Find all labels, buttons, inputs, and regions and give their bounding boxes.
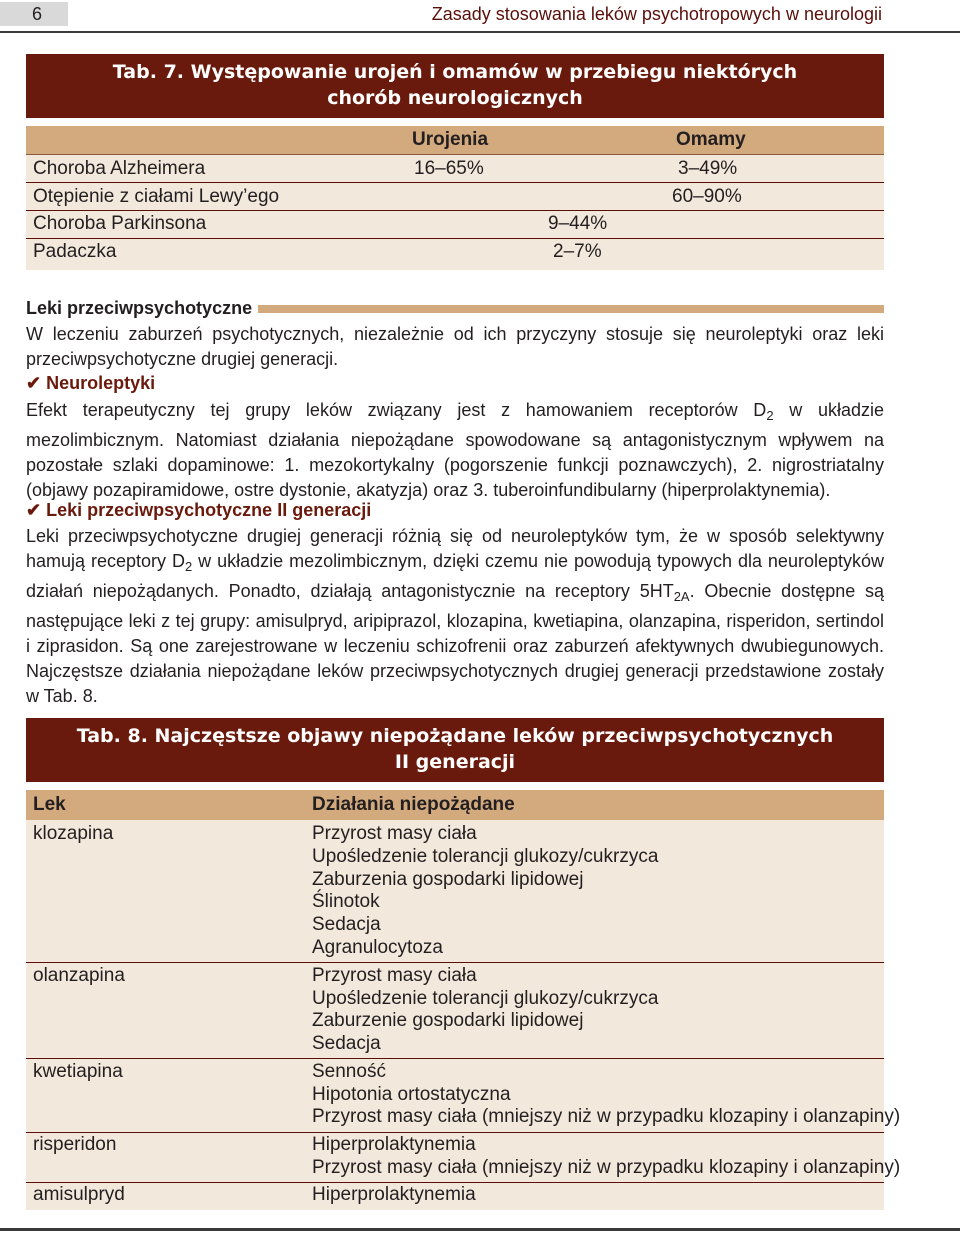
- tab7-col-urojenia: Urojenia: [412, 129, 489, 150]
- tab7-title-line1: Tab. 7. Występowanie urojeń i omamów w przebiegu niektórych: [112, 61, 798, 83]
- section-heading-text: Leki przeciwpsychotyczne: [26, 298, 258, 318]
- checkmark-icon: ✔: [26, 500, 42, 520]
- header-rule: [0, 31, 960, 33]
- tab7-table: [26, 126, 884, 270]
- row-omamy: 60–90%: [672, 186, 742, 207]
- row-value: 2–7%: [553, 241, 602, 262]
- effect-item: Zaburzenia gospodarki lipidowej: [312, 869, 584, 890]
- effect-item: Upośledzenie tolerancji glukozy/cukrzyca: [312, 846, 659, 867]
- page-number: 6: [0, 2, 68, 26]
- tab8-title: [26, 718, 884, 782]
- tab7-header-row: [26, 126, 884, 154]
- drug-name: risperidon: [33, 1134, 117, 1155]
- effect-item: Hipotonia ortostatyczna: [312, 1084, 511, 1105]
- section-heading: [26, 298, 884, 320]
- row-urojenia: 16–65%: [414, 158, 484, 179]
- effect-item: Hiperprolaktynemia: [312, 1184, 476, 1205]
- effect-item: Zaburzenie gospodarki lipidowej: [312, 1010, 584, 1031]
- effect-item: Przyrost masy ciała: [312, 965, 477, 986]
- effect-item: Przyrost masy ciała: [312, 823, 477, 844]
- tab8-title-line2: II generacji: [394, 751, 516, 773]
- running-title: Zasady stosowania leków psychotropowych w neurologii: [431, 4, 882, 24]
- footer-rule: [0, 1228, 960, 1231]
- checkmark-icon: ✔: [26, 373, 42, 393]
- drug-name: amisulpryd: [33, 1184, 125, 1205]
- drug-name: klozapina: [33, 823, 114, 844]
- tab8-title-line1: Tab. 8. Najczęstsze objawy niepożądane leków przeciwpsychotycznych: [76, 725, 834, 747]
- atypical-heading: ✔ Leki przeciwpsychotyczne II generacji: [26, 500, 372, 520]
- row-value: 9–44%: [548, 213, 608, 234]
- tab7-title-line2: chorób neurologicznych: [327, 87, 583, 109]
- row-label: Choroba Parkinsona: [33, 213, 207, 234]
- effect-item: Przyrost masy ciała (mniejszy niż w przypadku klozapiny i olanzapiny): [312, 1157, 901, 1178]
- effect-item: Sedacja: [312, 1033, 381, 1054]
- row-label: Choroba Alzheimera: [33, 158, 206, 179]
- tab8-col-effects: Działania niepożądane: [312, 794, 515, 815]
- drug-name: olanzapina: [33, 965, 125, 986]
- tab7-title: [26, 54, 884, 118]
- row-omamy: 3–49%: [678, 158, 738, 179]
- intro-paragraph: W leczeniu zaburzeń psychotycznych, niezależnie od ich przyczyny stosuje się neuroleptyki oraz leki przeciwpsychotyczne drugiej generacji.: [26, 324, 884, 369]
- effect-item: Hiperprolaktynemia: [312, 1134, 476, 1155]
- effect-item: Upośledzenie tolerancji glukozy/cukrzyca: [312, 988, 659, 1009]
- effect-item: Senność: [312, 1061, 386, 1082]
- row-label: Padaczka: [33, 241, 117, 262]
- neuroleptyki-heading: ✔ Neuroleptyki: [26, 373, 156, 393]
- tab8-header-row: [26, 790, 884, 820]
- row-label: Otępienie z ciałami Lewy’ego: [33, 186, 280, 207]
- effect-item: Ślinotok: [312, 891, 380, 912]
- drug-name: kwetiapina: [33, 1061, 123, 1082]
- neuroleptyki-paragraph: Efekt terapeutyczny tej grupy leków związany jest z hamowaniem receptorów $D_2$ w układzie mezolimbicznym. Natomiast działania niepożądane spowodowane są antagonistycznym wpływem na pozostałe szlaki dopaminowe: 1. mezokortykalny (pogorszenie funkcji poznawczych), 2. nigrostriatalny (objawy pozapiramidowe, ostre dystonie, akatyzja) oraz 3. tuberoinfundibularny (hiperprolaktynemia).: [26, 400, 884, 500]
- effect-item: Agranulocytoza: [312, 937, 443, 958]
- atypical-paragraph: Leki przeciwpsychotyczne drugiej generacji różnią się od neuroleptyków tym, że w sposób selektywny hamują receptory $D_2$ w układzie mezolimbicznym, dzięki czemu nie powodują typowych dla neuroleptyków działań niepożądanych. Ponadto, działają antagonistycznie na receptory $5HT_{2A}$. Obecnie dostępne są następujące leki z tej grupy: amisulpryd, aripiprazol, klozapina, kwetiapina, olanzapina, risperidon, sertindol i ziprasidon. Są one zarejestrowane w leczeniu schizofrenii oraz zaburzeń afektywnych dwubiegunowych. Najczęstsze działania niepożądane leków przeciwpsychotycznych drugiej generacji przedstawione zostały w Tab. 8.: [26, 526, 885, 706]
- effect-item: Przyrost masy ciała (mniejszy niż w przypadku klozapiny i olanzapiny): [312, 1106, 901, 1127]
- tab8-col-lek: Lek: [33, 794, 66, 815]
- page-header: [0, 0, 960, 32]
- tab7-col-omamy: Omamy: [676, 129, 746, 150]
- effect-item: Sedacja: [312, 914, 381, 935]
- tab8-table: [26, 790, 901, 1210]
